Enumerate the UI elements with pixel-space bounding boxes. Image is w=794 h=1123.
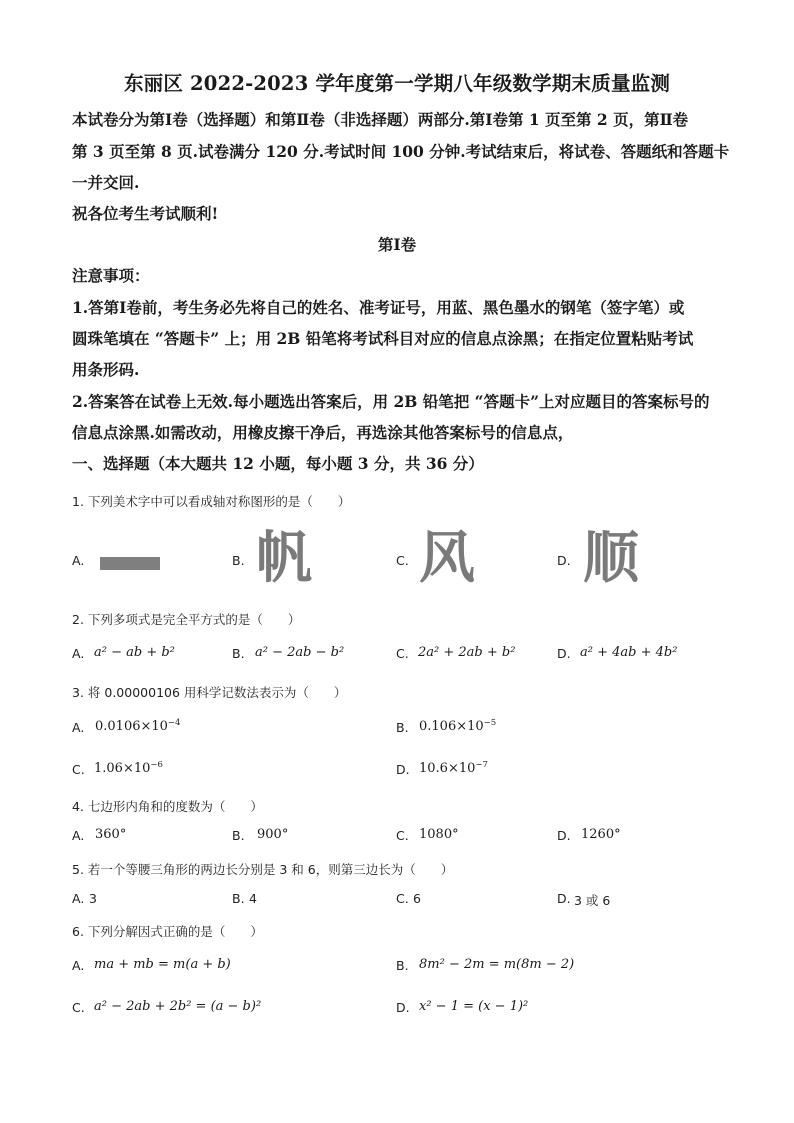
note-1-line-1: 1.答第Ⅰ卷前，考生务必先将自己的姓名、准考证号，用蓝、黑色墨水的钢笔（签字笔）或 [72, 298, 685, 317]
q2-option-b-text: a² − 2ab − b² [255, 645, 345, 660]
q6-option-c-text: a² − 2ab + 2b² = (a − b)² [94, 999, 262, 1014]
section-heading: 第Ⅰ卷 [377, 235, 417, 254]
q4-option-d-text: 1260° [581, 827, 621, 842]
note-2-line-1: 2.答案答在试卷上无效.每小题选出答案后，用 2B 铅笔把 “答题卡”上对应题目的答案标号的 [72, 392, 710, 411]
q2-option-a-label: A. [72, 646, 85, 661]
q2-option-d-text: a² + 4ab + 4b² [580, 645, 678, 660]
q3-option-a-label: A. [72, 720, 85, 735]
q2-option-c-label: C. [396, 646, 409, 661]
q6-option-c-label: C. [72, 1000, 85, 1015]
q4-option-b-label: B. [232, 828, 245, 843]
q4-option-a-label: A. [72, 828, 85, 843]
question-1-stem: 1. 下列美术字中可以看成轴对称图形的是（ ） [72, 494, 351, 509]
q5-option-a-text: 3 [89, 891, 97, 906]
part-one-heading: 一、选择题（本大题共 12 小题，每小题 3 分，共 36 分） [72, 454, 484, 473]
q5-option-b-text: 4 [249, 891, 257, 906]
q3-option-d-text: $10.6\times 10^{-7}$ [419, 760, 488, 776]
q4-option-d-label: D. [557, 828, 571, 843]
question-4-stem: 4. 七边形内角和的度数为（ ） [72, 799, 263, 814]
note-1-line-3: 用条形码. [72, 360, 140, 379]
q1-option-b-glyph: 帆 [256, 526, 312, 591]
q4-option-b-text: 900° [257, 827, 289, 842]
q5-option-b-label: B. [232, 891, 245, 906]
q1-option-a-label: A. [72, 553, 85, 568]
q1-option-a-glyph [100, 557, 160, 570]
q4-option-c-text: 1080° [419, 827, 459, 842]
q1-option-c-label: C. [396, 553, 409, 568]
q3-option-b-label: B. [396, 720, 409, 735]
note-2-line-2: 信息点涂黑.如需改动，用橡皮擦干净后，再选涂其他答案标号的信息点， [72, 423, 574, 442]
q5-option-a-label: A. [72, 891, 85, 906]
q6-option-d-text: x² − 1 = (x − 1)² [419, 999, 529, 1014]
q3-option-c-label: C. [72, 762, 85, 777]
q3-option-c-text: $1.06\times 10^{-6}$ [94, 760, 163, 776]
q1-option-d-glyph: 顺 [583, 526, 639, 591]
intro-line-2: 第 3 页至第 8 页.试卷满分 120 分.考试时间 100 分钟.考试结束后，将试卷、答题纸和答题卡 [72, 142, 730, 161]
q6-option-a-label: A. [72, 958, 85, 973]
q5-option-d-label: D. [557, 891, 571, 906]
q6-option-d-label: D. [396, 1000, 410, 1015]
q3-option-a-text: $0.0106\times 10^{-4}$ [95, 718, 181, 734]
q3-option-b-text: $0.106\times 10^{-5}$ [419, 718, 497, 734]
notes-heading: 注意事项： [72, 266, 150, 285]
q2-option-a-text: a² − ab + b² [94, 645, 175, 660]
q6-option-b-label: B. [396, 958, 409, 973]
question-6-stem: 6. 下列分解因式正确的是（ ） [72, 924, 263, 939]
q1-option-d-label: D. [557, 553, 571, 568]
note-1-line-2: 圆珠笔填在 “答题卡” 上；用 2B 铅笔将考试科目对应的信息点涂黑；在指定位置粘贴考试 [72, 329, 694, 348]
q3-option-d-label: D. [396, 762, 410, 777]
intro-line-1: 本试卷分为第Ⅰ卷（选择题）和第Ⅱ卷（非选择题）两部分.第Ⅰ卷第 1 页至第 2 页，第Ⅱ卷 [72, 110, 689, 129]
q2-option-d-label: D. [557, 646, 571, 661]
q4-option-c-label: C. [396, 828, 409, 843]
intro-wish: 祝各位考生考试顺利! [72, 204, 219, 223]
q5-option-d-text: 3 或 6 [574, 893, 611, 908]
q1-option-c-glyph: 风 [419, 526, 475, 591]
q2-option-b-label: B. [232, 646, 245, 661]
intro-line-3: 一并交回. [72, 173, 140, 192]
q6-option-b-text: 8m² − 2m = m(8m − 2) [419, 957, 575, 972]
q4-option-a-text: 360° [95, 827, 127, 842]
question-2-stem: 2. 下列多项式是完全平方式的是（ ） [72, 612, 301, 627]
question-3-stem: 3. 将 0.00000106 用科学记数法表示为（ ） [72, 685, 347, 700]
q5-option-c-text: 6 [413, 891, 421, 906]
question-5-stem: 5. 若一个等腰三角形的两边长分别是 3 和 6，则第三边长为（ ） [72, 862, 454, 877]
q6-option-a-text: ma + mb = m(a + b) [94, 957, 231, 972]
q2-option-c-text: 2a² + 2ab + b² [418, 645, 516, 660]
q5-option-c-label: C. [396, 891, 409, 906]
q1-option-b-label: B. [232, 553, 245, 568]
page-title: 东丽区 2022-2023 学年度第一学期八年级数学期末质量监测 [123, 72, 671, 95]
